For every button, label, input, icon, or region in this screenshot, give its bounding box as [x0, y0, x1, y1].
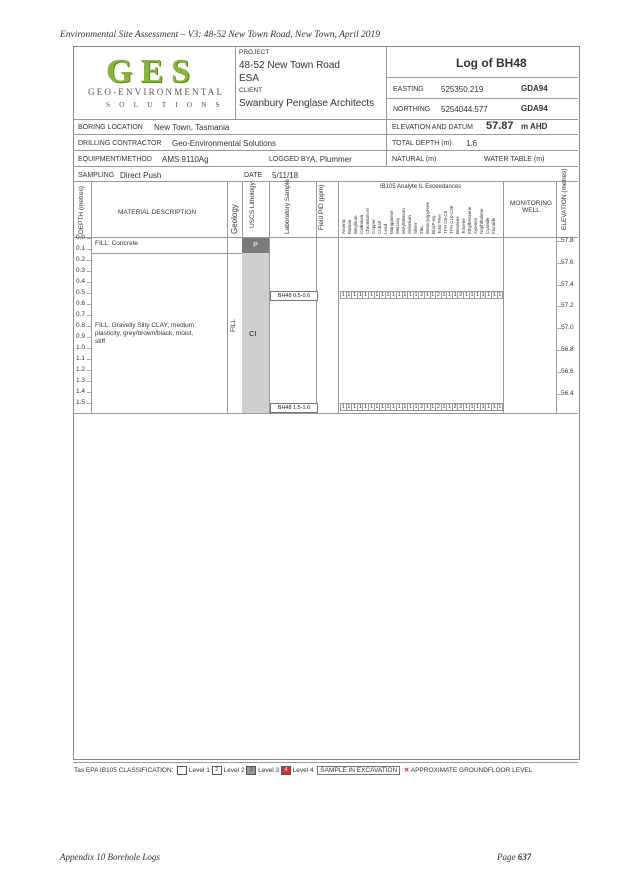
analyte-header: Silver	[413, 222, 418, 234]
project-name-1: 48-52 New Town Road	[239, 60, 340, 71]
exceedance-cell: 1	[470, 292, 474, 298]
exceedance-cell: 1	[448, 292, 451, 298]
depth-tick-label: 0.9	[76, 333, 86, 340]
depth-tick	[87, 238, 91, 239]
exceedance-cell: 1	[353, 292, 356, 298]
exceedance-cell: 1	[476, 292, 479, 298]
layer-2-desc-1: FILL: Gravelly Silty CLAY; medium	[95, 322, 195, 329]
exceedance-cell: 1	[381, 404, 384, 410]
ges-logo	[88, 53, 228, 115]
depth-tick-label: 0.4	[76, 278, 86, 285]
elevation-tick	[556, 394, 561, 395]
elevation-tick	[556, 241, 561, 242]
water-table-label: WATER TABLE (m)	[484, 156, 545, 163]
exceedance-cell: 1	[386, 292, 390, 298]
client-name: Swanbury Penglase Architects	[239, 98, 375, 109]
elevation-tick	[556, 328, 561, 329]
exceedance-cell: 1	[492, 404, 496, 410]
elevation-header: ELEVATION (metres)	[561, 168, 568, 230]
depth-tick-label: 1.5	[76, 399, 86, 406]
exceedance-cell: 1	[364, 404, 368, 410]
legend-x-icon: ✕	[403, 767, 410, 775]
depth-tick-label: 1.3	[76, 377, 86, 384]
exceedance-cell: 2	[459, 404, 463, 410]
exceedance-cell: 1	[369, 404, 373, 410]
exceedance-cell: 1	[409, 404, 412, 410]
analyte-header: TPH C6-C9	[443, 210, 448, 234]
divider	[227, 181, 228, 413]
legend-level2-box: 2	[212, 766, 222, 775]
elevation-value: 57.87	[486, 120, 514, 132]
exceedance-cell: 1	[492, 292, 496, 298]
boring-location-value: New Town, Tasmania	[154, 123, 230, 132]
legend-level3: Level 3	[258, 767, 280, 775]
depth-tick	[87, 337, 91, 338]
elevation-tick	[556, 372, 561, 373]
elevation-tick-label: 56.6	[561, 367, 574, 375]
divider	[73, 413, 578, 414]
exceedance-cell: 1	[341, 292, 345, 298]
depth-tick-label: 1.1	[76, 355, 86, 362]
depth-header: DEPTH (metres)	[78, 185, 85, 234]
exceedance-cell: 1	[431, 292, 435, 298]
analyte-header: TPH C10-C36	[449, 205, 454, 234]
depth-tick-label: 1.0	[76, 344, 86, 351]
exceedance-cell: 1	[347, 404, 351, 410]
logo-main: GES	[106, 53, 199, 90]
analyte-header: Total PAH	[437, 214, 442, 234]
drilling-contractor-value: Geo-Environmental Solutions	[172, 139, 277, 148]
analyte-header: Chromium III	[365, 208, 370, 234]
uscs-header: USCS Lithology	[249, 182, 256, 228]
exceedance-cell: 2	[420, 292, 423, 298]
depth-tick	[87, 348, 91, 349]
analyte-header: Copper	[371, 219, 376, 234]
equipment-label: EQUIPMENT/METHOD	[78, 156, 152, 163]
project-label: PROJECT	[239, 49, 270, 56]
elevation-tick-label: 56.8	[561, 346, 574, 353]
divider	[386, 46, 387, 166]
legend-level1: Level 1	[188, 767, 210, 775]
uscs-p-box: P	[242, 238, 269, 253]
analyte-header: Naphthalene	[479, 208, 484, 234]
northing-value: 5254044.577	[441, 105, 488, 114]
exceedance-cell: 1	[403, 292, 407, 298]
uscs-column	[242, 238, 269, 413]
layer-boundary	[91, 253, 242, 254]
date-label: DATE	[244, 172, 263, 179]
divider	[91, 181, 92, 413]
depth-tick	[87, 370, 91, 371]
exceedance-cell: 1	[481, 292, 485, 298]
legend-excavation: SAMPLE IN EXCAVATION	[317, 766, 400, 775]
exceedance-cell: 1	[403, 404, 407, 410]
exceedance-cell: 1	[476, 404, 479, 410]
exceedance-cell: 1	[448, 404, 451, 410]
exceedance-cell: 1	[442, 404, 446, 410]
depth-tick	[87, 304, 91, 305]
depth-tick-label: 0.8	[76, 322, 86, 329]
elevation-tick-label: 57.2	[561, 302, 574, 310]
exceedance-cell: 2	[437, 292, 440, 298]
depth-tick-label: 1.4	[76, 388, 86, 395]
depth-tick-label: 1.2	[76, 366, 86, 373]
exceedance-cell: 1	[369, 292, 373, 298]
depth-tick	[87, 381, 91, 382]
boring-location-label: BORING LOCATION	[78, 124, 143, 131]
legend-level4-box: 4	[281, 766, 291, 775]
sampling-value: Direct Push	[120, 171, 162, 180]
depth-tick	[87, 271, 91, 272]
lab-header: Laboratory Sample	[284, 179, 291, 234]
depth-tick-label: 0.1	[76, 245, 86, 252]
legend-title: Tas EPA IB105 CLASSIFICATION:	[74, 767, 174, 775]
sample-2-id: BH48 1.5-1.6	[270, 403, 318, 413]
analyte-header: Toluene	[461, 218, 466, 234]
depth-tick-label: 0.5	[76, 289, 86, 296]
elevation-tick-label: 57.6	[561, 258, 574, 266]
exceedance-cell: 2	[453, 404, 457, 410]
drilling-contractor-label: DRILLING CONTRACTOR	[78, 140, 162, 147]
depth-tick	[87, 282, 91, 283]
logged-by-value: A. Plummer	[310, 155, 352, 164]
depth-tick-label: 0.2	[76, 256, 86, 263]
elevation-tick	[556, 306, 561, 307]
analyte-header: Manganese	[389, 210, 394, 234]
exceedance-cell: 1	[470, 404, 474, 410]
divider	[73, 166, 578, 167]
depth-tick	[87, 315, 91, 316]
exceedance-cell: 1	[498, 292, 502, 298]
exceedance-cell: 1	[397, 292, 401, 298]
exceedance-cell: 1	[392, 404, 396, 410]
monitoring-header: MONITORING WELL	[509, 200, 553, 214]
divider	[235, 46, 236, 120]
legend-level4: Level 4	[292, 767, 314, 775]
depth-tick	[87, 403, 91, 404]
sampling-label: SAMPLING	[78, 172, 115, 179]
footer-page	[497, 852, 531, 862]
exceed-header: IB105 Analyte IL Exceedances	[380, 184, 462, 190]
analyte-header: Cadmium	[359, 214, 364, 234]
layer-1-desc: FILL: Concrete	[95, 240, 138, 247]
logged-by-label: LOGGED BY	[269, 156, 311, 163]
exceedance-cell: 1	[397, 404, 401, 410]
divider	[338, 181, 339, 413]
exceedance-cell: 1	[392, 292, 396, 298]
analyte-header: Ethylbenzene	[467, 206, 472, 234]
analyte-header: B(a)P eq.	[431, 215, 436, 234]
exceedance-cell: 1	[498, 404, 502, 410]
depth-tick-label: 0.3	[76, 267, 86, 274]
divider	[73, 762, 578, 763]
analyte-header: Cobalt	[377, 220, 382, 234]
northing-datum: GDA94	[521, 104, 548, 113]
exceedance-cell: 1	[364, 292, 368, 298]
divider	[73, 150, 578, 151]
exceedance-cell: 1	[414, 292, 418, 298]
elevation-tick-label: 57.8	[561, 237, 574, 244]
natural-label: NATURAL (m)	[392, 156, 437, 163]
exceedance-cell: 1	[464, 404, 468, 410]
legend-level2: Level 2	[223, 767, 245, 775]
exceedance-cell: 1	[358, 292, 362, 298]
material-header: MATERIAL DESCRIPTION	[118, 209, 197, 216]
exceedance-cell: 1	[375, 404, 379, 410]
exceedance-cell: 1	[431, 404, 435, 410]
exceedance-cell: 2	[437, 404, 440, 410]
analyte-header: Xylenes	[473, 217, 478, 234]
footer-page-number: 637	[517, 852, 532, 862]
exceedance-cell: 1	[358, 404, 362, 410]
exceedance-cell: 1	[481, 404, 485, 410]
depth-tick	[87, 359, 91, 360]
pid-header: Field PID (ppm)	[318, 184, 325, 230]
legend-bar	[74, 766, 532, 775]
legend-groundfloor: APPROXIMATE GROUNDFLOOR LEVEL	[410, 767, 533, 775]
exceedance-cell: 1	[425, 404, 429, 410]
total-depth-value: 1.6	[466, 139, 478, 148]
depth-tick	[87, 293, 91, 294]
analyte-header: Molybdenum	[401, 208, 406, 234]
log-title: Log of BH48	[456, 56, 527, 70]
exceedance-cell: 1	[464, 292, 468, 298]
depth-tick	[87, 392, 91, 393]
exceedance-row	[340, 291, 502, 299]
exceedance-cell: 2	[420, 404, 423, 410]
page-header: Environmental Site Assessment – V3: 48-52 New Town Road, New Town, April 2019	[60, 30, 381, 40]
analyte-header: Cyanide	[485, 217, 490, 234]
layer-2-desc-2: plasticity, grey/brown/black, moist,	[95, 330, 194, 337]
legend-level1-box	[177, 766, 187, 775]
exceedance-cell: 1	[381, 292, 384, 298]
depth-tick-label: 0.7	[76, 311, 86, 318]
total-depth-label: TOTAL DEPTH (m)	[392, 140, 452, 147]
exceedance-cell: 1	[442, 292, 446, 298]
footer-page-label: Page	[497, 852, 516, 862]
exceedance-row	[340, 403, 502, 411]
analyte-header: Barium	[347, 219, 352, 234]
divider	[386, 98, 578, 99]
exceedance-cell: 1	[409, 292, 412, 298]
layer-2-desc-3: stiff	[95, 338, 105, 345]
easting-label: EASTING	[393, 86, 424, 93]
analyte-header: Arsenic	[341, 218, 346, 234]
elevation-tick	[556, 285, 561, 286]
analyte-header: Benzene	[455, 216, 460, 234]
depth-tick	[87, 326, 91, 327]
elevation-label: ELEVATION AND DATUM	[392, 124, 473, 131]
divider	[73, 134, 578, 135]
analyte-header: Mercury	[395, 217, 400, 234]
exceedance-cell: 1	[347, 292, 351, 298]
depth-tick	[87, 260, 91, 261]
date-value: 5/11/18	[272, 171, 299, 180]
exceedance-cell: 1	[453, 292, 457, 298]
elevation-unit: m AHD	[521, 122, 548, 131]
exceedance-cell: 1	[386, 404, 390, 410]
exceedance-cell: 1	[375, 292, 379, 298]
project-name-2: ESA	[239, 73, 260, 84]
legend-level3-box: 3	[246, 766, 256, 775]
exceedance-cell: 2	[459, 292, 463, 298]
analyte-header: Selenium	[407, 215, 412, 234]
divider	[556, 181, 557, 413]
depth-tick-label: 0.0	[76, 234, 86, 241]
logo-line1: GEO-ENVIRONMENTAL	[88, 87, 225, 97]
analyte-header: Benzo(a)pyrene	[425, 201, 430, 234]
elevation-tick-label: 57.0	[561, 324, 574, 332]
equipment-value: AMS 9110Ag	[162, 155, 209, 164]
sample-1-id: BH48 0.5-0.6	[270, 291, 318, 301]
analyte-header: Beryllium	[353, 215, 358, 234]
analyte-header: Fluoride	[491, 217, 496, 234]
exceedance-cell: 1	[425, 292, 429, 298]
geology-header: Geology	[230, 204, 239, 234]
analyte-header: Zinc	[419, 225, 424, 234]
analyte-header: Lead	[383, 223, 388, 234]
northing-label: NORTHING	[393, 106, 431, 113]
geology-fill-label: FILL	[230, 318, 237, 332]
exceedance-cell: 1	[487, 404, 491, 410]
elevation-tick	[556, 350, 561, 351]
depth-tick	[87, 249, 91, 250]
exceedance-cell: 1	[414, 404, 418, 410]
elevation-tick-label: 56.4	[561, 389, 574, 397]
elevation-tick	[556, 263, 561, 264]
client-label: CLIENT	[239, 87, 263, 94]
footer-left: Appendix 10 Borehole Logs	[60, 852, 160, 862]
uscs-ci: CI	[249, 329, 257, 338]
easting-datum: GDA94	[521, 84, 548, 93]
easting-value: 525350.219	[441, 85, 484, 94]
logo-line2: SOLUTIONS	[106, 100, 229, 109]
depth-tick-label: 0.6	[76, 300, 86, 307]
exceedance-cell: 1	[487, 292, 491, 298]
exceedance-cell: 1	[353, 404, 356, 410]
divider	[386, 77, 578, 78]
elevation-tick-label: 57.4	[561, 280, 574, 288]
exceedance-cell: 1	[341, 404, 345, 410]
